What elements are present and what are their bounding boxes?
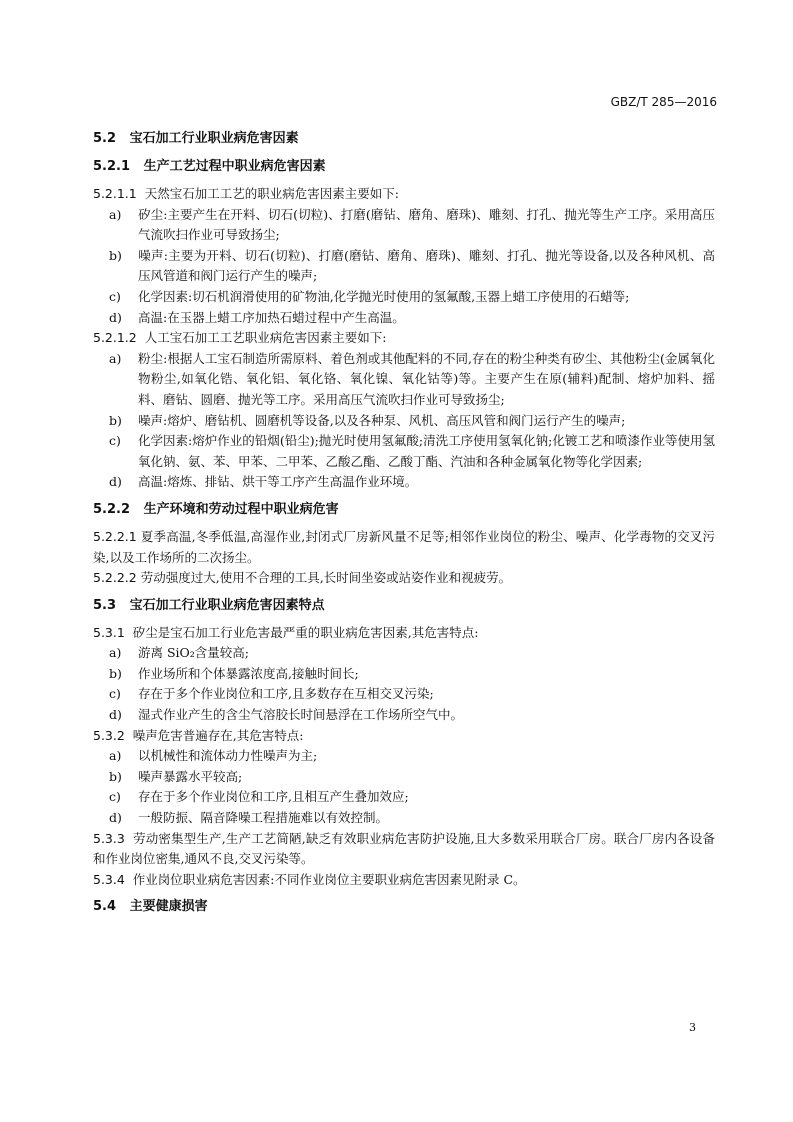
list-item: [93, 767, 715, 788]
list-item: [93, 287, 715, 308]
list-item: [93, 664, 715, 685]
clause-number: 5.3.3: [93, 830, 125, 846]
clause-5-2-2-1: [93, 527, 715, 568]
list-item: [93, 684, 715, 705]
clause-number: 5.2.2.2: [93, 570, 137, 586]
item-text: 噪声:主要为开料、切石(切粒)、打磨(磨钻、磨角、磨珠)、雕刻、打孔、抛光等设备,以及各种风机、高压风管道和阀门运行产生的噪声;: [138, 247, 715, 284]
clause-number: 5.2.1.2: [93, 330, 137, 346]
section-title: 生产环境和劳动过程中职业病危害: [143, 501, 339, 517]
item-label: b): [109, 768, 122, 784]
clause-number: 5.2.1.1: [93, 186, 137, 201]
section-heading-5-2: [93, 128, 715, 150]
list-item: [93, 205, 715, 246]
section-heading-5-4: [93, 896, 715, 918]
section-number: 5.3: [93, 597, 117, 613]
item-label: d): [109, 309, 122, 325]
item-text: 以机械性和流体动力性噪声为主;: [138, 748, 318, 764]
item-label: a): [109, 206, 122, 222]
section-heading-5-2-1: [93, 156, 715, 178]
clause-number: 5.2.2.1: [93, 528, 137, 544]
section-heading-5-3: [93, 595, 715, 617]
section-heading-5-2-2: [93, 499, 715, 521]
item-text: 作业场所和个体暴露浓度高,接触时间长;: [138, 665, 359, 681]
item-text: 存在于多个作业岗位和工序,且相互产生叠加效应;: [138, 789, 409, 805]
clause-text: 夏季高温,冬季低温,高湿作业,封闭式厂房新风量不足等;相邻作业岗位的粉尘、噪声、化学毒物的交叉污染,以及工作场所的二次扬尘。: [93, 528, 715, 565]
item-text: 粉尘:根据人工宝石制造所需原料、着色剂或其他配料的不同,存在的粉尘种类有矽尘、其他粉尘(金属氧化物粉尘,如氧化锆、氧化铝、氧化铬、氧化镍、氧化钴等)等。主要产生在原(辅料)配制、熔炉加料、摇料、磨钻、圆磨、抛光等工序。采用高压气流吹扫作业可导致扬尘;: [138, 350, 715, 407]
list-item: [93, 746, 715, 767]
clause-5-2-1-2: [93, 328, 715, 349]
clause-text: 噪声危害普遍存在,其危害特点:: [132, 727, 304, 743]
list-item: [93, 246, 715, 287]
item-label: a): [109, 748, 122, 764]
clause-5-3-2: [93, 726, 715, 747]
clause-text: 作业岗位职业病危害因素:不同作业岗位主要职业病危害因素见附录 C。: [132, 871, 526, 887]
clause-5-2-2-2: [93, 568, 715, 589]
list-item: [93, 787, 715, 808]
clause-text: 人工宝石加工工艺职业病危害因素主要如下:: [144, 330, 387, 346]
item-label: d): [109, 810, 122, 826]
clause-5-3-3: [93, 829, 715, 870]
clause-number: 5.3.4: [93, 871, 125, 887]
item-label: a): [109, 350, 122, 366]
item-text: 矽尘:主要产生在开料、切石(切粒)、打磨(磨钻、磨角、磨珠)、雕刻、打孔、抛光等生产工序。采用高压气流吹扫作业可导致扬尘;: [138, 206, 715, 243]
item-text: 存在于多个作业岗位和工序,且多数存在互相交叉污染;: [138, 686, 434, 702]
item-label: d): [109, 707, 122, 723]
clause-text: 天然宝石加工工艺的职业病危害因素主要如下:: [144, 186, 399, 201]
clause-5-3-1: [93, 623, 715, 644]
clause-text: 劳动强度过大,使用不合理的工具,长时间坐姿或站姿作业和视疲劳。: [140, 570, 512, 586]
document-id: GBZ/T 285—2016: [610, 95, 717, 109]
section-number: 5.2: [93, 131, 117, 146]
section-title: 主要健康损害: [129, 899, 208, 915]
section-number: 5.4: [93, 899, 117, 915]
clause-5-2-1-1: [93, 184, 715, 205]
item-label: a): [109, 645, 122, 661]
page-number: 3: [689, 1021, 696, 1034]
list-item: [93, 472, 715, 493]
clause-text: 矽尘是宝石加工行业危害最严重的职业病危害因素,其危害特点:: [132, 624, 479, 640]
clause-number: 5.3.2: [93, 727, 125, 743]
item-label: c): [109, 433, 121, 449]
item-label: c): [109, 288, 121, 304]
item-text: 噪声:熔炉、磨钻机、圆磨机等设备,以及各种泵、风机、高压风管和阀门运行产生的噪声;: [138, 412, 626, 428]
item-label: c): [109, 789, 121, 805]
section-number: 5.2.1: [93, 159, 131, 174]
item-text: 一般防振、隔音降噪工程措施难以有效控制。: [138, 810, 389, 826]
list-item: [93, 643, 715, 664]
item-label: b): [109, 412, 122, 428]
item-text: 湿式作业产生的含尘气溶胶长时间悬浮在工作场所空气中。: [138, 707, 464, 723]
item-label: c): [109, 686, 121, 702]
item-label: b): [109, 665, 122, 681]
list-item: [93, 808, 715, 829]
item-label: b): [109, 247, 122, 263]
section-title: 宝石加工行业职业病危害因素: [129, 131, 299, 146]
list-item: [93, 349, 715, 411]
item-text: 化学因素:切石机润滑使用的矿物油,化学抛光时使用的氢氟酸,玉器上蜡工序使用的石蜡等;: [138, 288, 630, 304]
list-item: [93, 308, 715, 329]
item-text: 高温:熔炼、排钻、烘干等工序产生高温作业环境。: [138, 474, 418, 490]
item-text: 噪声暴露水平较高;: [138, 768, 243, 784]
section-number: 5.2.2: [93, 501, 131, 517]
list-item: [93, 411, 715, 432]
section-title: 宝石加工行业职业病危害因素特点: [129, 597, 325, 613]
clause-text: 劳动密集型生产,生产工艺简陋,缺乏有效职业病危害防护设施,且大多数采用联合厂房。联合厂房内各设备和作业岗位密集,通风不良,交叉污染等。: [93, 830, 715, 867]
page-body: [93, 128, 715, 924]
item-label: d): [109, 474, 122, 490]
clause-number: 5.3.1: [93, 624, 125, 640]
clause-5-3-4: [93, 870, 715, 891]
list-item: [93, 431, 715, 472]
list-item: [93, 705, 715, 726]
item-text: 化学因素:熔炉作业的铅烟(铅尘);抛光时使用氢氟酸;清洗工序使用氢氧化钠;化镀工艺和喷漆作业等使用氢氧化钠、氨、苯、甲苯、二甲苯、乙酸乙酯、乙酸丁酯、汽油和各种金属氧化物等化学因素;: [138, 433, 715, 469]
section-title: 生产工艺过程中职业病危害因素: [143, 159, 326, 174]
item-text: 游离 SiO₂含量较高;: [138, 645, 250, 661]
item-text: 高温:在玉器上蜡工序加热石蜡过程中产生高温。: [138, 309, 405, 325]
